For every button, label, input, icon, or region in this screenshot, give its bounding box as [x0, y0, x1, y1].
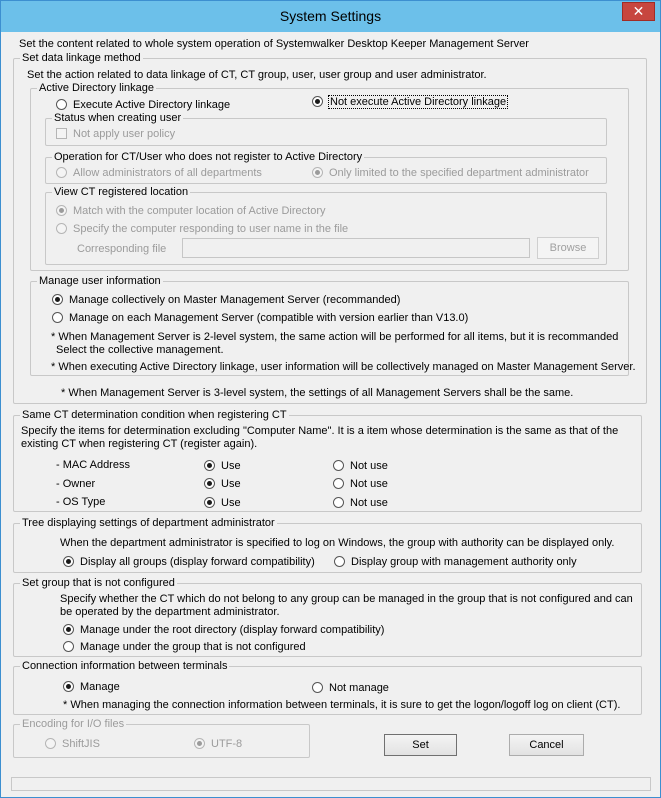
- specify-computer-option[interactable]: [56, 223, 348, 235]
- under-group-option[interactable]: [63, 641, 306, 653]
- utf8-option[interactable]: [194, 738, 242, 750]
- mac-address-not-use-radio[interactable]: [333, 460, 344, 471]
- utf8-label: UTF-8: [211, 738, 243, 750]
- not-apply-policy-label: Not apply user policy: [73, 128, 176, 140]
- not-use-label: Not use: [350, 460, 388, 472]
- allow-admins-option[interactable]: [56, 167, 262, 179]
- tree-display-description: When the department administrator is specified to log on Windows, the group with authority can be displayed only.: [60, 537, 615, 549]
- mac-address-use-option[interactable]: [204, 460, 241, 472]
- not-use-label: Not use: [350, 497, 388, 509]
- unconfigured-group-description-continued: be operated by the department administrator.: [60, 606, 280, 618]
- not-apply-policy-checkbox[interactable]: [56, 128, 67, 139]
- owner-use-option[interactable]: [204, 478, 241, 490]
- ad-execute-option[interactable]: [56, 99, 230, 111]
- shiftjis-radio[interactable]: [45, 738, 56, 749]
- display-authority-radio[interactable]: [334, 556, 345, 567]
- under-root-radio[interactable]: [63, 624, 74, 635]
- manage-user-info-legend: Manage user information: [39, 275, 161, 287]
- ad-not-execute-option[interactable]: [312, 96, 507, 108]
- connection-manage-label: Manage: [80, 681, 120, 693]
- same-ct-description: Specify the items for determination excluding "Computer Name". It is a item whose determination is the same as that of the: [21, 425, 619, 437]
- unconfigured-group-description: Specify whether the CT which do not belong to any group can be managed in the group that is not configured and can: [60, 593, 633, 605]
- use-label: Use: [221, 497, 241, 509]
- data-linkage-legend: Set data linkage method: [22, 52, 141, 64]
- connection-not-manage-option[interactable]: [312, 682, 389, 694]
- under-group-label: Manage under the group that is not configured: [80, 641, 306, 653]
- ad-execute-radio[interactable]: [56, 99, 67, 110]
- specify-computer-radio[interactable]: [56, 223, 67, 234]
- only-limited-option[interactable]: [312, 167, 589, 179]
- three-level-note: * When Management Server is 3-level system, the settings of all Management Servers shall be the same.: [61, 387, 574, 399]
- under-group-radio[interactable]: [63, 641, 74, 652]
- only-limited-label: Only limited to the specified department administrator: [329, 167, 589, 179]
- same-ct-legend: Same CT determination condition when registering CT: [22, 409, 287, 421]
- ad-execute-label: Execute Active Directory linkage: [73, 99, 231, 111]
- ad-not-execute-radio[interactable]: [312, 96, 323, 107]
- status-bar: [11, 777, 651, 791]
- two-level-note-continued: Select the collective management.: [56, 344, 224, 356]
- specify-computer-label: Specify the computer responding to user name in the file: [73, 223, 349, 235]
- manage-collectively-label: Manage collectively on Master Management Server (recommanded): [69, 294, 401, 306]
- not-apply-policy-option[interactable]: [56, 128, 175, 140]
- connection-manage-option[interactable]: [63, 681, 120, 693]
- close-button[interactable]: [622, 2, 655, 21]
- ad-not-execute-label: Not execute Active Directory linkage: [330, 96, 507, 108]
- display-authority-label: Display group with management authority only: [351, 556, 577, 568]
- os-type-not-use-option[interactable]: [333, 497, 388, 509]
- intro-text: Set the content related to whole system operation of Systemwalker Desktop Keeper Management Server: [19, 38, 529, 50]
- cancel-button[interactable]: Cancel: [509, 734, 584, 756]
- shiftjis-label: ShiftJIS: [62, 738, 100, 750]
- close-icon: ✕: [632, 3, 645, 19]
- browse-button[interactable]: Browse: [537, 237, 599, 259]
- os-type-use-radio[interactable]: [204, 497, 215, 508]
- connection-info-note: * When managing the connection information between terminals, it is sure to get the logon/logoff log on client (CT).: [63, 699, 621, 711]
- view-ct-location-legend: View CT registered location: [54, 186, 189, 198]
- mac-address-use-radio[interactable]: [204, 460, 215, 471]
- display-all-groups-option[interactable]: [63, 556, 315, 568]
- connection-manage-radio[interactable]: [63, 681, 74, 692]
- unconfigured-group-legend: Set group that is not configured: [22, 577, 175, 589]
- corresponding-file-label: Corresponding file: [77, 243, 167, 255]
- allow-admins-label: Allow administrators of all departments: [73, 167, 262, 179]
- under-root-label: Manage under the root directory (display forward compatibility): [80, 624, 385, 636]
- owner-use-radio[interactable]: [204, 478, 215, 489]
- os-type-label: - OS Type: [56, 496, 106, 508]
- not-use-label: Not use: [350, 478, 388, 490]
- status-creating-user-legend: Status when creating user: [54, 112, 182, 124]
- under-root-option[interactable]: [63, 624, 384, 636]
- utf8-radio[interactable]: [194, 738, 205, 749]
- only-limited-radio[interactable]: [312, 167, 323, 178]
- os-type-use-option[interactable]: [204, 497, 241, 509]
- shiftjis-option[interactable]: [45, 738, 100, 750]
- manage-each-server-label: Manage on each Management Server (compatible with version earlier than V13.0): [69, 312, 469, 324]
- same-ct-description-continued: existing CT when registering CT (register again).: [21, 438, 258, 450]
- window-title: System Settings: [279, 8, 382, 24]
- manage-collectively-option[interactable]: [52, 294, 400, 306]
- two-level-note: * When Management Server is 2-level system, the same action will be performed for all items, but it is recommanded: [51, 331, 619, 343]
- manage-each-server-radio[interactable]: [52, 312, 63, 323]
- mac-address-not-use-option[interactable]: [333, 460, 388, 472]
- match-location-option[interactable]: [56, 205, 326, 217]
- use-label: Use: [221, 478, 241, 490]
- connection-not-manage-label: Not manage: [329, 682, 389, 694]
- match-location-radio[interactable]: [56, 205, 67, 216]
- connection-not-manage-radio[interactable]: [312, 682, 323, 693]
- os-type-not-use-radio[interactable]: [333, 497, 344, 508]
- owner-not-use-radio[interactable]: [333, 478, 344, 489]
- display-all-groups-label: Display all groups (display forward compatibility): [80, 556, 315, 568]
- operation-ct-user-legend: Operation for CT/User who does not register to Active Directory: [54, 151, 363, 163]
- connection-info-legend: Connection information between terminals: [22, 660, 228, 672]
- match-location-label: Match with the computer location of Active Directory: [73, 205, 326, 217]
- mac-address-label: - MAC Address: [56, 459, 130, 471]
- encoding-legend: Encoding for I/O files: [22, 718, 125, 730]
- use-label: Use: [221, 460, 241, 472]
- corresponding-file-input[interactable]: [182, 238, 530, 258]
- display-authority-option[interactable]: [334, 556, 577, 568]
- ad-linkage-note: * When executing Active Directory linkage, user information will be collectively managed on Master Management Server.: [51, 361, 636, 373]
- owner-not-use-option[interactable]: [333, 478, 388, 490]
- data-linkage-description: Set the action related to data linkage of CT, CT group, user, user group and user administrator.: [27, 69, 487, 81]
- display-all-groups-radio[interactable]: [63, 556, 74, 567]
- allow-admins-radio[interactable]: [56, 167, 67, 178]
- ad-linkage-legend: Active Directory linkage: [39, 82, 154, 94]
- owner-label: - Owner: [56, 478, 96, 490]
- manage-each-server-option[interactable]: [52, 312, 468, 324]
- manage-collectively-radio[interactable]: [52, 294, 63, 305]
- tree-display-legend: Tree displaying settings of department administrator: [22, 517, 275, 529]
- title-bar[interactable]: [1, 1, 660, 32]
- set-button[interactable]: Set: [384, 734, 457, 756]
